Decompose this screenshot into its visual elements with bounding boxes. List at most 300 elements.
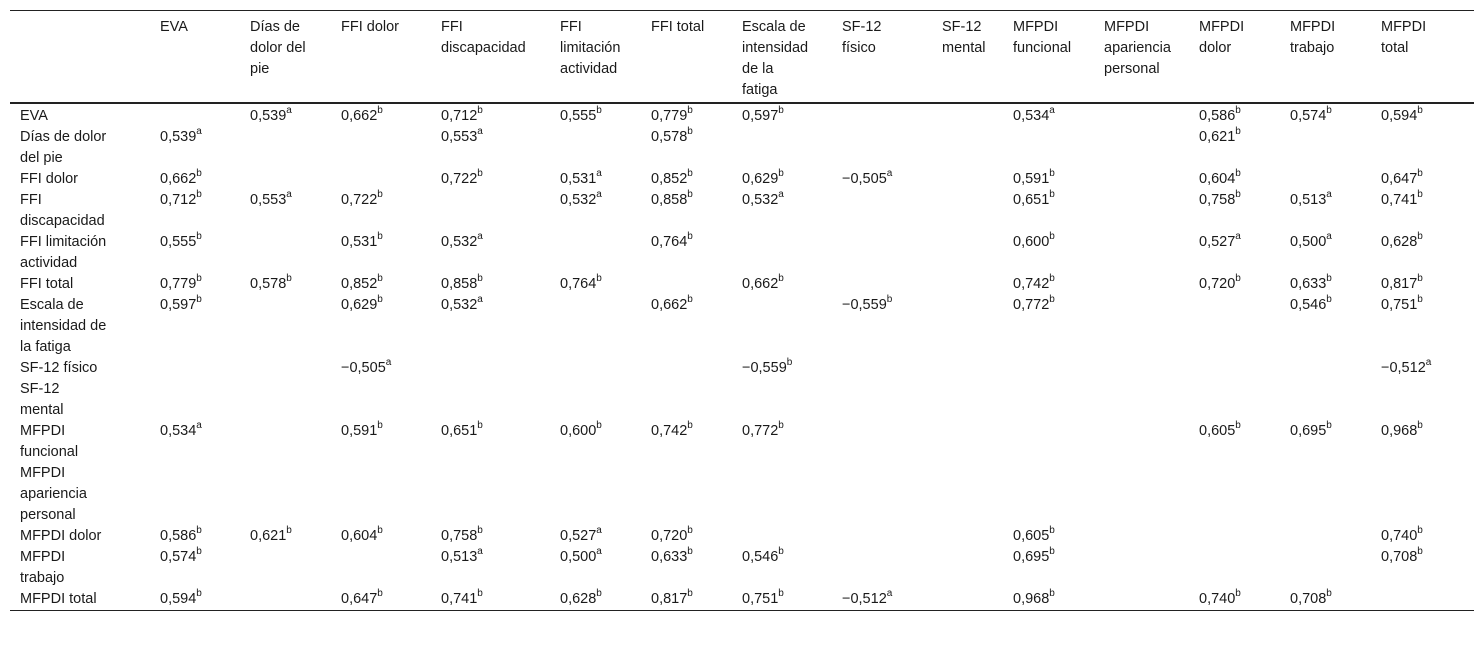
correlation-cell xyxy=(150,463,240,526)
correlation-value: 0,647 xyxy=(341,591,378,607)
significance-marker: b xyxy=(1235,420,1241,432)
correlation-value: 0,629 xyxy=(341,297,378,313)
significance-marker: b xyxy=(1049,588,1055,600)
significance-marker: a xyxy=(596,168,602,180)
row-label-line: la fatiga xyxy=(20,339,71,355)
correlation-cell xyxy=(732,274,832,295)
table-row xyxy=(10,358,1474,379)
table-body xyxy=(10,103,1474,611)
significance-marker: b xyxy=(377,588,383,600)
correlation-cell xyxy=(832,463,932,526)
significance-marker: a xyxy=(1326,189,1332,201)
significance-marker: b xyxy=(286,525,292,537)
significance-marker: a xyxy=(1425,357,1432,369)
correlation-value: 0,633 xyxy=(651,549,688,565)
significance-marker: b xyxy=(1049,231,1055,243)
correlation-value: 0,591 xyxy=(1013,171,1050,187)
row-label xyxy=(10,358,150,379)
correlation-cell xyxy=(1189,526,1280,547)
correlation-value: 0,740 xyxy=(1199,591,1236,607)
significance-marker: a xyxy=(886,168,893,180)
column-header-line: Días de xyxy=(250,19,300,35)
row-label xyxy=(10,379,150,421)
correlation-value: 0,586 xyxy=(1199,108,1236,124)
correlation-cell xyxy=(832,190,932,232)
column-header-line: mental xyxy=(942,40,986,56)
correlation-value: 0,772 xyxy=(742,423,779,439)
correlation-value: 0,553 xyxy=(441,129,478,145)
correlation-cell xyxy=(1280,232,1371,274)
correlation-cell xyxy=(431,232,550,274)
correlation-value: 0,574 xyxy=(1290,108,1327,124)
correlation-cell xyxy=(550,463,641,526)
significance-marker: b xyxy=(477,525,483,537)
correlation-cell xyxy=(832,526,932,547)
significance-marker: b xyxy=(1417,420,1423,432)
column-header xyxy=(832,11,932,104)
column-header-line: pie xyxy=(250,61,270,77)
correlation-value: 0,591 xyxy=(341,423,378,439)
significance-marker: b xyxy=(196,273,202,285)
correlation-cell xyxy=(331,190,431,232)
row-label xyxy=(10,232,150,274)
correlation-value: 0,758 xyxy=(441,528,478,544)
correlation-value: 0,741 xyxy=(1381,192,1418,208)
correlation-cell xyxy=(431,463,550,526)
correlation-cell xyxy=(641,190,732,232)
row-label-line: mental xyxy=(20,402,64,418)
correlation-cell xyxy=(550,274,641,295)
correlation-cell xyxy=(1094,127,1189,169)
correlation-cell xyxy=(240,547,331,589)
correlation-cell xyxy=(1094,190,1189,232)
correlation-cell xyxy=(1371,169,1474,190)
correlation-value: 0,712 xyxy=(441,108,478,124)
correlation-cell xyxy=(1189,379,1280,421)
significance-marker: b xyxy=(1235,168,1241,180)
significance-marker: a xyxy=(286,189,292,201)
significance-marker: b xyxy=(377,294,383,306)
correlation-cell xyxy=(1003,421,1094,463)
correlation-cell xyxy=(1094,421,1189,463)
significance-marker: b xyxy=(1417,525,1423,537)
correlation-cell xyxy=(550,526,641,547)
table-row xyxy=(10,103,1474,127)
correlation-cell xyxy=(641,421,732,463)
correlation-cell xyxy=(832,421,932,463)
correlation-cell xyxy=(1094,274,1189,295)
correlation-cell xyxy=(641,232,732,274)
significance-marker: b xyxy=(778,168,784,180)
correlation-cell xyxy=(1094,295,1189,358)
table-row xyxy=(10,589,1474,611)
correlation-cell xyxy=(732,379,832,421)
significance-marker: a xyxy=(477,231,483,243)
column-header-line: FFI xyxy=(441,19,463,35)
correlation-value: 0,852 xyxy=(341,276,378,292)
significance-marker: b xyxy=(1049,189,1055,201)
column-header-line: MFPDI xyxy=(1381,19,1427,35)
correlation-cell xyxy=(431,526,550,547)
significance-marker: a xyxy=(286,105,292,117)
correlation-cell xyxy=(331,526,431,547)
correlation-cell xyxy=(732,358,832,379)
correlation-value: 0,662 xyxy=(160,171,197,187)
correlation-cell xyxy=(1280,103,1371,127)
correlation-value: 0,817 xyxy=(651,591,688,607)
row-label-line: FFI total xyxy=(20,276,74,292)
significance-marker: b xyxy=(196,546,202,558)
correlation-value: 0,741 xyxy=(441,591,478,607)
correlation-cell xyxy=(150,190,240,232)
correlation-cell xyxy=(832,169,932,190)
correlation-cell xyxy=(1189,274,1280,295)
header-corner-cell xyxy=(10,11,150,104)
column-header xyxy=(240,11,331,104)
row-label-line: MFPDI dolor xyxy=(20,528,102,544)
correlation-cell xyxy=(732,103,832,127)
table-header xyxy=(10,11,1474,104)
correlation-value: 0,574 xyxy=(160,549,197,565)
correlation-value: 0,629 xyxy=(742,171,779,187)
correlation-cell xyxy=(932,358,1003,379)
correlation-cell xyxy=(1003,295,1094,358)
correlation-cell xyxy=(1280,274,1371,295)
correlation-value: 0,852 xyxy=(651,171,688,187)
correlation-cell xyxy=(240,379,331,421)
correlation-cell xyxy=(1003,169,1094,190)
significance-marker: b xyxy=(1417,294,1423,306)
column-header-line: personal xyxy=(1104,61,1160,77)
row-label-line: intensidad de xyxy=(20,318,107,334)
correlation-value: −0,512 xyxy=(842,591,887,607)
correlation-cell xyxy=(431,547,550,589)
significance-marker: b xyxy=(1235,126,1241,138)
correlation-value: 0,594 xyxy=(160,591,197,607)
correlation-cell xyxy=(550,103,641,127)
correlation-value: 0,742 xyxy=(651,423,688,439)
row-label-line: FFI xyxy=(20,192,42,208)
significance-marker: b xyxy=(1049,546,1055,558)
correlation-cell xyxy=(331,463,431,526)
significance-marker: b xyxy=(596,273,602,285)
correlation-value: 0,578 xyxy=(250,276,287,292)
correlation-value: 0,662 xyxy=(651,297,688,313)
correlation-cell xyxy=(240,190,331,232)
correlation-cell xyxy=(431,421,550,463)
row-label-line: SF-12 xyxy=(20,381,60,397)
significance-marker: a xyxy=(477,546,483,558)
correlation-cell xyxy=(832,589,932,611)
correlation-value: 0,651 xyxy=(1013,192,1050,208)
correlation-cell xyxy=(240,169,331,190)
column-header-line: FFI total xyxy=(651,19,705,35)
correlation-value: 0,968 xyxy=(1013,591,1050,607)
column-header-line: dolor xyxy=(1199,40,1232,56)
correlation-cell xyxy=(1189,103,1280,127)
correlation-cell xyxy=(932,547,1003,589)
correlation-cell xyxy=(431,127,550,169)
correlation-cell xyxy=(331,295,431,358)
correlation-value: 0,532 xyxy=(742,192,779,208)
correlation-cell xyxy=(641,169,732,190)
correlation-cell xyxy=(732,127,832,169)
correlation-cell xyxy=(550,421,641,463)
correlation-cell xyxy=(1371,547,1474,589)
correlation-value: 0,758 xyxy=(1199,192,1236,208)
significance-marker: b xyxy=(778,420,784,432)
row-label xyxy=(10,127,150,169)
correlation-cell xyxy=(331,127,431,169)
correlation-value: 0,633 xyxy=(1290,276,1327,292)
correlation-value: 0,553 xyxy=(250,192,287,208)
correlation-cell xyxy=(240,103,331,127)
correlation-value: 0,500 xyxy=(1290,234,1327,250)
correlation-cell xyxy=(331,358,431,379)
column-header-line: funcional xyxy=(1013,40,1072,56)
correlation-cell xyxy=(240,295,331,358)
significance-marker: b xyxy=(687,168,693,180)
significance-marker: b xyxy=(1049,294,1055,306)
column-header-line: de la xyxy=(742,61,774,77)
correlation-value: 0,621 xyxy=(1199,129,1236,145)
correlation-value: −0,505 xyxy=(842,171,887,187)
correlation-value: 0,858 xyxy=(441,276,478,292)
correlation-value: 0,600 xyxy=(560,423,597,439)
column-header-line: dolor del xyxy=(250,40,306,56)
row-label-line: MFPDI xyxy=(20,465,66,481)
correlation-cell xyxy=(1094,526,1189,547)
significance-marker: b xyxy=(1417,168,1423,180)
row-label xyxy=(10,547,150,589)
significance-marker: b xyxy=(1235,105,1241,117)
significance-marker: b xyxy=(778,105,784,117)
correlation-cell xyxy=(1189,190,1280,232)
correlation-cell xyxy=(240,463,331,526)
column-header xyxy=(1094,11,1189,104)
table-row xyxy=(10,547,1474,589)
significance-marker: b xyxy=(196,189,202,201)
correlation-value: 0,764 xyxy=(560,276,597,292)
correlation-value: 0,695 xyxy=(1013,549,1050,565)
correlation-cell xyxy=(240,232,331,274)
significance-marker: b xyxy=(1326,420,1332,432)
column-header-line: fatiga xyxy=(742,82,778,98)
significance-marker: b xyxy=(1049,168,1055,180)
significance-marker: b xyxy=(1049,273,1055,285)
significance-marker: b xyxy=(196,588,202,600)
correlation-cell xyxy=(1280,589,1371,611)
significance-marker: a xyxy=(1049,105,1055,117)
significance-marker: b xyxy=(377,105,383,117)
column-header xyxy=(1189,11,1280,104)
significance-marker: b xyxy=(196,231,202,243)
correlation-cell xyxy=(1189,463,1280,526)
correlation-cell xyxy=(732,190,832,232)
significance-marker: b xyxy=(778,546,784,558)
correlation-value: 0,534 xyxy=(160,423,197,439)
column-header xyxy=(550,11,641,104)
correlation-cell xyxy=(1189,421,1280,463)
column-header-line: físico xyxy=(842,40,876,56)
correlation-cell xyxy=(1371,274,1474,295)
correlation-value: 0,546 xyxy=(1290,297,1327,313)
significance-marker: b xyxy=(687,525,693,537)
correlation-cell xyxy=(431,274,550,295)
correlation-cell xyxy=(1280,421,1371,463)
correlation-cell xyxy=(641,103,732,127)
correlation-value: 0,662 xyxy=(341,108,378,124)
significance-marker: b xyxy=(477,273,483,285)
column-header-line: SF-12 xyxy=(842,19,882,35)
correlation-value: 0,722 xyxy=(441,171,478,187)
correlation-value: 0,594 xyxy=(1381,108,1418,124)
correlation-cell xyxy=(1094,547,1189,589)
correlation-value: −0,505 xyxy=(341,360,386,376)
correlation-cell xyxy=(1371,589,1474,611)
correlation-value: 0,513 xyxy=(441,549,478,565)
row-label-line: apariencia xyxy=(20,486,87,502)
column-header-line: MFPDI xyxy=(1013,19,1059,35)
row-label xyxy=(10,274,150,295)
significance-marker: b xyxy=(687,105,693,117)
correlation-cell xyxy=(1371,421,1474,463)
significance-marker: b xyxy=(886,294,893,306)
row-label xyxy=(10,589,150,611)
correlation-value: 0,628 xyxy=(560,591,597,607)
header-row xyxy=(10,11,1474,104)
column-header xyxy=(932,11,1003,104)
correlation-value: −0,512 xyxy=(1381,360,1426,376)
table-row xyxy=(10,421,1474,463)
correlation-cell xyxy=(832,274,932,295)
correlation-cell xyxy=(431,169,550,190)
correlation-value: 0,779 xyxy=(651,108,688,124)
correlation-cell xyxy=(331,274,431,295)
significance-marker: a xyxy=(477,126,483,138)
correlation-cell xyxy=(550,232,641,274)
correlation-cell xyxy=(431,295,550,358)
significance-marker: b xyxy=(687,420,693,432)
significance-marker: b xyxy=(596,420,602,432)
row-label-line: FFI limitación xyxy=(20,234,107,250)
table-row xyxy=(10,274,1474,295)
correlation-cell xyxy=(150,379,240,421)
correlation-cell xyxy=(1189,547,1280,589)
correlation-cell xyxy=(641,358,732,379)
significance-marker: a xyxy=(1235,231,1241,243)
significance-marker: b xyxy=(778,588,784,600)
correlation-cell xyxy=(1280,295,1371,358)
correlation-value: 0,751 xyxy=(742,591,779,607)
correlation-cell xyxy=(832,103,932,127)
correlation-value: 0,628 xyxy=(1381,234,1418,250)
correlation-value: 0,555 xyxy=(160,234,197,250)
significance-marker: a xyxy=(196,420,202,432)
significance-marker: b xyxy=(196,294,202,306)
correlation-cell xyxy=(1371,232,1474,274)
correlation-value: −0,559 xyxy=(742,360,787,376)
significance-marker: b xyxy=(596,588,602,600)
column-header xyxy=(641,11,732,104)
row-label xyxy=(10,103,150,127)
significance-marker: b xyxy=(477,105,483,117)
correlation-cell xyxy=(1189,169,1280,190)
correlation-value: 0,604 xyxy=(341,528,378,544)
correlation-cell xyxy=(1280,127,1371,169)
correlation-cell xyxy=(732,232,832,274)
significance-marker: b xyxy=(377,231,383,243)
significance-marker: a xyxy=(596,189,602,201)
row-label xyxy=(10,463,150,526)
correlation-cell xyxy=(932,169,1003,190)
correlation-value: 0,546 xyxy=(742,549,779,565)
correlation-cell xyxy=(240,358,331,379)
correlation-cell xyxy=(641,589,732,611)
correlation-cell xyxy=(1280,358,1371,379)
column-header-line: FFI dolor xyxy=(341,19,400,35)
significance-marker: b xyxy=(1326,294,1332,306)
correlation-cell xyxy=(550,589,641,611)
table-row xyxy=(10,190,1474,232)
correlation-cell xyxy=(1280,379,1371,421)
correlation-cell xyxy=(1371,463,1474,526)
correlation-cell xyxy=(331,232,431,274)
significance-marker: b xyxy=(687,231,693,243)
significance-marker: b xyxy=(687,126,693,138)
correlation-value: 0,708 xyxy=(1290,591,1327,607)
correlation-cell xyxy=(1189,232,1280,274)
row-label-line: MFPDI total xyxy=(20,591,97,607)
correlation-cell xyxy=(932,463,1003,526)
significance-marker: b xyxy=(196,168,202,180)
significance-marker: b xyxy=(786,357,793,369)
row-label-line: funcional xyxy=(20,444,79,460)
correlation-cell xyxy=(331,421,431,463)
column-header xyxy=(431,11,550,104)
correlation-cell xyxy=(1003,463,1094,526)
row-label-line: MFPDI xyxy=(20,423,66,439)
correlation-cell xyxy=(641,547,732,589)
significance-marker: a xyxy=(778,189,784,201)
correlation-cell xyxy=(732,463,832,526)
significance-marker: a xyxy=(596,525,602,537)
column-header-line: actividad xyxy=(560,61,618,77)
table-row xyxy=(10,526,1474,547)
column-header-line: total xyxy=(1381,40,1409,56)
correlation-cell xyxy=(732,547,832,589)
correlation-cell xyxy=(1094,232,1189,274)
significance-marker: b xyxy=(687,546,693,558)
correlation-cell xyxy=(1094,358,1189,379)
correlation-value: 0,534 xyxy=(1013,108,1050,124)
correlation-value: 0,764 xyxy=(651,234,688,250)
significance-marker: b xyxy=(1417,546,1423,558)
correlation-cell xyxy=(1371,526,1474,547)
correlation-value: 0,532 xyxy=(441,234,478,250)
correlation-cell xyxy=(932,190,1003,232)
correlation-cell xyxy=(331,103,431,127)
correlation-value: 0,604 xyxy=(1199,171,1236,187)
correlation-cell xyxy=(1189,127,1280,169)
column-header-line: MFPDI xyxy=(1104,19,1150,35)
significance-marker: b xyxy=(377,273,383,285)
correlation-value: 0,817 xyxy=(1381,276,1418,292)
column-header-line: limitación xyxy=(560,40,621,56)
correlation-cell xyxy=(732,421,832,463)
table-row xyxy=(10,127,1474,169)
correlation-cell xyxy=(1003,127,1094,169)
